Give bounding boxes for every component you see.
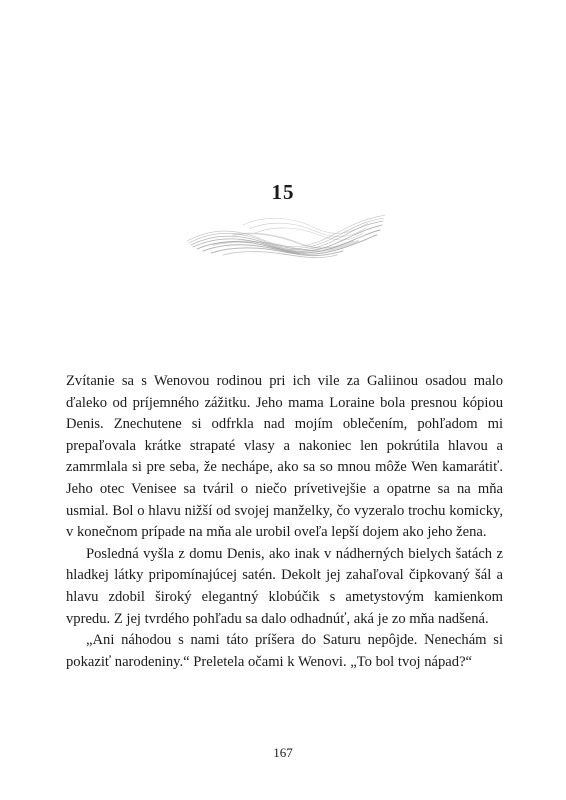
chapter-number: 15 xyxy=(271,180,295,204)
smoke-wave-ornament-icon xyxy=(183,205,388,270)
paragraph-1: Zvítanie sa s Wenovou rodinou pri ich vile za Galiinou osadou malo ďaleko od príjemného zážitku. Jeho mama Loraine bola presnou kópiou Denis. Znechutene si odfrkla nad mojím oblečením, pohľadom mi prepaľovala krátke strapaté vlasy a nakoniec len pokrútila hlavou a zamrmlala si pre seba, že nechápe, ako sa so mnou môže Wen kamarátiť. Jeho otec Venisee sa tváril o niečo prívetivejšie a opatrne sa na mňa usmial. Bol o hlavu nižší od svojej manželky, čo vyzeralo trochu komicky, v konečnom prípade na mňa ale urobil oveľa lepší dojem ako jeho žena. xyxy=(66,373,503,541)
chapter-text xyxy=(66,371,503,673)
page-number: 167 xyxy=(273,745,293,760)
paragraph-3: „Ani náhodou s nami táto príšera do Saturu nepôjde. Nenechám si pokaziť narodeniny.“ Preletela očami k Wenovi. „To bol tvoj nápad?“ xyxy=(66,632,503,670)
paragraph-2: Posledná vyšla z domu Denis, ako inak v nádherných bielych šatách z hladkej látky pripomínajúcej satén. Dekolt jej zahaľoval čipkovaný šál a hlavu zdobil široký elegantný klobúčik s ametystovým kamienkom vpredu. Z jej tvrdého pohľadu sa dalo odhadnúť, aká je zo mňa nadšená. xyxy=(66,545,503,627)
